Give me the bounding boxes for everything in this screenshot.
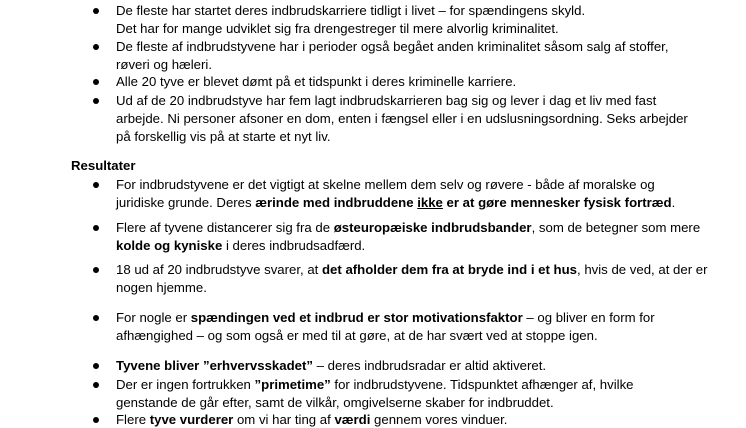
- bullet-icon: [93, 182, 99, 188]
- bold-text: det afholder dem fra at bryde ind i et hus: [322, 262, 577, 277]
- text-segment: 18 ud af 20 indbrudstyve svarer, at: [116, 262, 322, 277]
- section-heading: Resultater: [71, 158, 136, 173]
- text-line: [116, 376, 634, 393]
- text-segment: juridiske grunde. Deres: [116, 195, 256, 210]
- text-segment: .: [671, 195, 676, 210]
- text-line: [116, 176, 655, 193]
- text-segment: Flere: [116, 412, 150, 427]
- text-line: [116, 38, 668, 55]
- bullet-icon: [93, 44, 99, 50]
- text-segment: afhængighed – og som også er med til at gøre, at de har svært ved at stoppe igen.: [116, 328, 598, 343]
- text-segment: Der er ingen fortrukken: [116, 377, 255, 392]
- text-segment: røveri og hæleri.: [116, 57, 213, 72]
- text-segment: – deres indbrudsradar er altid aktiveret.: [312, 358, 547, 373]
- text-line: [116, 237, 365, 254]
- text-line: [116, 56, 212, 73]
- bold-text: er at gøre mennesker fysisk fortræd: [442, 195, 672, 210]
- text-line: [116, 128, 331, 145]
- text-line: [116, 261, 707, 278]
- text-line: [116, 20, 559, 37]
- bullet-icon: [93, 363, 99, 369]
- bullet-icon: [93, 417, 99, 423]
- text-line: [116, 92, 656, 109]
- text-segment: Det har for mange udviklet sig fra drengestreger til mere alvorlig kriminalitet.: [116, 21, 559, 36]
- text-segment: For indbrudstyvene er det vigtigt at skelne mellem dem selv og røvere - både af moralske og: [116, 177, 655, 192]
- text-segment: , som de betegner som mere: [531, 220, 701, 235]
- bold-text: tyve vurderer: [149, 412, 234, 427]
- text-segment: Ud af de 20 indbrudstyve har fem lagt indbrudskarrieren bag sig og lever i dag et liv med fast: [116, 93, 657, 108]
- text-segment: De fleste af indbrudstyvene har i perioder også begået anden kriminalitet såsom salg af stoffer,: [116, 39, 669, 54]
- text-segment: arbejde. Ni personer afsoner en dom, enten i fængsel eller i en udslusningsordning. Seks arbejder: [116, 111, 688, 126]
- bold-text: værdi: [334, 412, 371, 427]
- text-segment: genstande de går efter, samt de vilkår, omgivelserne skaber for indbruddet.: [116, 395, 554, 410]
- text-line: [116, 357, 546, 374]
- text-segment: For nogle er: [116, 310, 191, 325]
- text-segment: Flere af tyvene distancerer sig fra de: [116, 220, 334, 235]
- text-line: [116, 279, 207, 296]
- bullet-icon: [93, 382, 99, 388]
- text-line: [116, 194, 675, 211]
- bold-text: spændingen ved et indbrud er stor motivationsfaktor: [190, 310, 523, 325]
- text-segment: – og bliver en form for: [522, 310, 655, 325]
- text-line: [116, 219, 700, 236]
- bold-text: ikke: [417, 195, 443, 210]
- text-segment: i deres indbrudsadfærd.: [222, 238, 366, 253]
- text-segment: gennem vores vinduer.: [370, 412, 508, 427]
- bullet-icon: [93, 98, 99, 104]
- text-segment: om vi har ting af: [233, 412, 335, 427]
- text-segment: De fleste har startet deres indbrudskarriere tidligt i livet – for spændingens skyld.: [116, 3, 586, 18]
- text-line: [116, 411, 507, 428]
- text-segment: på forskellig vis på at starte et nyt liv.: [116, 129, 331, 144]
- text-segment: nogen hjemme.: [116, 280, 207, 295]
- bold-text: ”primetime”: [254, 377, 331, 392]
- text-line: [116, 327, 598, 344]
- bullet-icon: [93, 315, 99, 321]
- bold-text: ærinde med indbruddene: [255, 195, 418, 210]
- bullet-icon: [93, 79, 99, 85]
- bullet-icon: [93, 8, 99, 14]
- text-line: [116, 309, 655, 326]
- bullet-icon: [93, 225, 99, 231]
- text-line: [116, 110, 688, 127]
- bold-text: kolde og kyniske: [116, 238, 223, 253]
- bold-text: Tyvene bliver ”erhvervsskadet”: [116, 358, 313, 373]
- bold-text: østeuropæiske indbrudsbander: [333, 220, 532, 235]
- bullet-icon: [93, 267, 99, 273]
- text-segment: , hvis de ved, at der er: [577, 262, 708, 277]
- text-line: [116, 73, 516, 90]
- text-line: [116, 2, 585, 19]
- text-segment: for indbrudstyvene. Tidspunktet afhænger af, hvilke: [330, 377, 634, 392]
- text-segment: Alle 20 tyve er blevet dømt på et tidspunkt i deres kriminelle karriere.: [116, 74, 517, 89]
- text-line: [116, 394, 554, 411]
